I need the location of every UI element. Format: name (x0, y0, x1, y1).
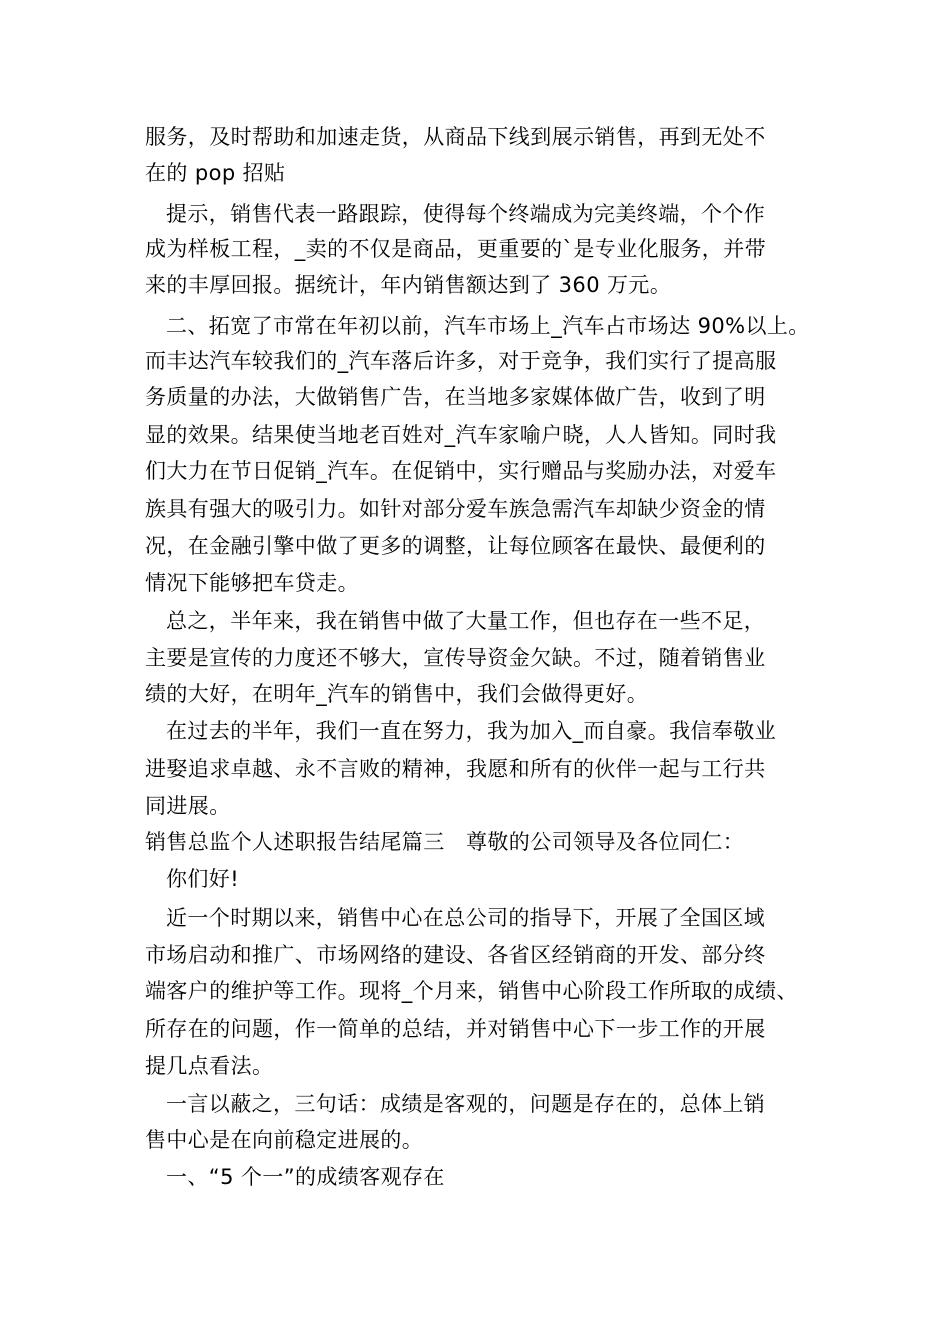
text-line: 绩的大好，在明年_汽车的销售中，我们会做得更好。 (145, 682, 649, 706)
text-line: 市场启动和推广、市场网络的建设、各省区经销商的开发、部分终 (145, 943, 766, 967)
text-line: 一言以蔽之，三句话：成绩是客观的，问题是存在的，总体上销 (166, 1092, 766, 1116)
text-line: 二、拓宽了市常在年初以前，汽车市场上_汽车占市场达 90%以上。 (166, 314, 810, 338)
text-line: 一、“5 个一”的成绩客观存在 (166, 1165, 445, 1189)
text-line: 提几点看法。 (145, 1054, 274, 1078)
text-line: 你们好! (166, 867, 240, 891)
text-line: 主要是宣传的力度还不够大，宣传导资金欠缺。不过，随着销售业 (145, 646, 766, 670)
text-line: 来的丰厚回报。据统计，年内销售额达到了 360 万元。 (145, 273, 672, 297)
text-line: 销售总监个人述职报告结尾篇三 尊敬的公司领导及各位同仁： (145, 830, 745, 854)
text-line: 同进展。 (145, 794, 231, 818)
text-line: 在的 pop 招贴 (145, 161, 286, 185)
text-line: 近一个时期以来，销售中心在总公司的指导下，开展了全国区域 (166, 906, 766, 930)
text-line: 们大力在节日促销_汽车。在促销中，实行赠品与奖励办法，对爱车 (145, 459, 777, 483)
text-line: 而丰达汽车较我们的_汽车落后许多，对于竞争，我们实行了提高服 (145, 349, 777, 373)
text-line: 端客户的维护等工作。现将_个月来，销售中心阶段工作所取的成绩、 (145, 979, 798, 1003)
text-line: 显的效果。结果使当地老百姓对_汽车家喻户晓，人人皆知。同时我 (145, 423, 777, 447)
text-line: 情况下能够把车贷走。 (145, 571, 359, 595)
text-line: 族具有强大的吸引力。如针对部分爱车族急需汽车却缺少资金的情 (145, 497, 766, 521)
text-line: 服务，及时帮助和加速走货，从商品下线到展示销售，再到无处不 (145, 125, 766, 149)
text-line: 所存在的问题，作一简单的总结，并对销售中心下一步工作的开展 (145, 1017, 766, 1041)
text-line: 提示，销售代表一路跟踪，使得每个终端成为完美终端，个个作 (166, 202, 766, 226)
text-line: 进娶追求卓越、永不言败的精神，我愿和所有的伙伴一起与工行共 (145, 757, 766, 781)
text-line: 况，在金融引擎中做了更多的调整，让每位顾客在最快、最便利的 (145, 534, 766, 558)
text-line: 务质量的办法，大做销售广告，在当地多家媒体做广告，收到了明 (145, 385, 766, 409)
text-line: 在过去的半年，我们一直在努力，我为加入_而自豪。我信奉敬业 (166, 719, 777, 743)
text-line: 总之，半年来，我在销售中做了大量工作，但也存在一些不足， (166, 609, 766, 633)
text-line: 成为样板工程，_卖的不仅是商品，更重要的`是专业化服务，并带 (145, 237, 766, 261)
text-line: 售中心是在向前稳定进展的。 (145, 1128, 424, 1152)
